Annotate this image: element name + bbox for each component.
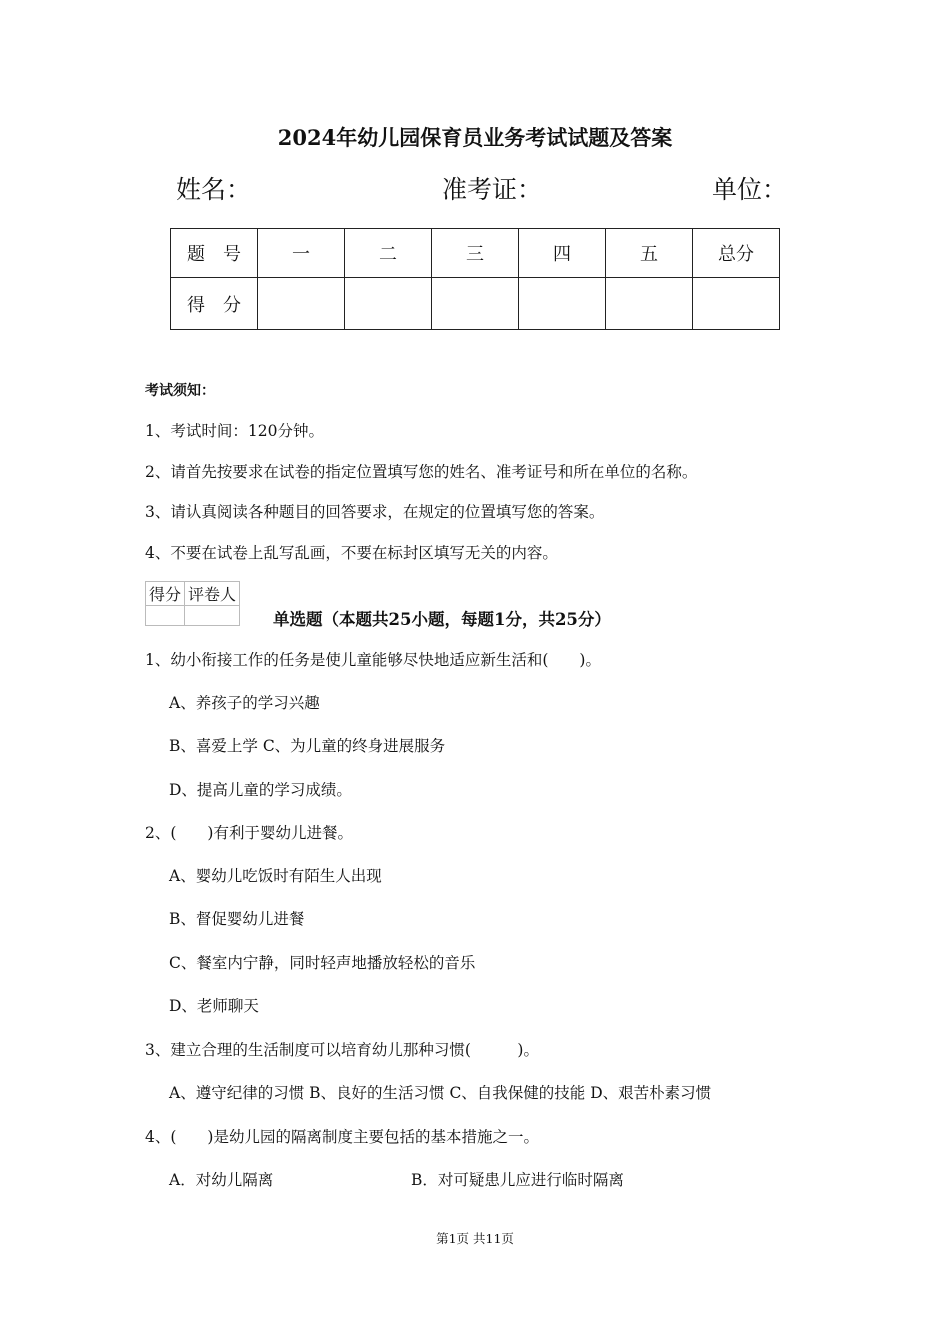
question-option: A、遵守纪律的习惯 B、良好的生活习惯 C、自我保健的技能 D、艰苦朴素习惯	[169, 1084, 712, 1102]
score-table-header-cell: 五	[606, 229, 693, 278]
question-option: B、督促婴幼儿进餐	[169, 910, 305, 928]
score-table-header-row	[171, 229, 780, 278]
question-option: B．对可疑患儿应进行临时隔离	[411, 1171, 624, 1189]
question-option: C、餐室内宁静，同时轻声地播放轻松的音乐	[169, 954, 476, 972]
exam-id-field-label: 准考证：	[442, 175, 543, 204]
score-table-header-cell: 二	[345, 229, 432, 278]
notice-item: 1、考试时间：120分钟。	[145, 422, 324, 440]
notice-title: 考试须知：	[145, 383, 215, 399]
score-table-score-row	[171, 278, 780, 330]
question-4: 4、( )是幼儿园的隔离制度主要包括的基本措施之一。	[145, 1128, 539, 1146]
question-3: 3、建立合理的生活制度可以培育幼儿那种习惯( )。	[145, 1041, 539, 1059]
score-input-cell[interactable]	[258, 278, 345, 330]
grader-score-cell[interactable]	[146, 606, 185, 626]
name-field-label: 姓名：	[176, 175, 252, 204]
notice-item: 3、请认真阅读各种题目的回答要求，在规定的位置填写您的答案。	[145, 503, 605, 521]
question-option: A、婴幼儿吃饭时有陌生人出现	[169, 867, 382, 885]
score-input-cell[interactable]	[519, 278, 606, 330]
score-input-cell[interactable]	[693, 278, 780, 330]
grader-box	[145, 581, 240, 626]
page-footer: 第1页 共11页	[436, 1231, 514, 1246]
grader-name-cell[interactable]	[185, 606, 240, 626]
score-row-label: 得 分	[171, 278, 258, 330]
question-1: 1、幼小衔接工作的任务是使儿童能够尽快地适应新生活和( )。	[145, 651, 601, 669]
grader-score-label: 得分	[146, 582, 185, 606]
question-option: B、喜爱上学 C、为儿童的终身进展服务	[169, 737, 446, 755]
question-option: A．对幼儿隔离	[169, 1171, 274, 1189]
question-2: 2、( )有利于婴幼儿进餐。	[145, 824, 353, 842]
score-table-header-cell: 三	[432, 229, 519, 278]
score-table-header-cell: 一	[258, 229, 345, 278]
score-input-cell[interactable]	[432, 278, 519, 330]
score-table-header-cell: 总分	[693, 229, 780, 278]
score-input-cell[interactable]	[345, 278, 432, 330]
notice-item: 2、请首先按要求在试卷的指定位置填写您的姓名、准考证号和所在单位的名称。	[145, 463, 698, 481]
question-option: D、老师聊天	[169, 997, 259, 1015]
score-table	[170, 228, 780, 330]
question-option: A、养孩子的学习兴趣	[169, 694, 320, 712]
score-table-header-cell: 题 号	[171, 229, 258, 278]
score-input-cell[interactable]	[606, 278, 693, 330]
score-table-header-cell: 四	[519, 229, 606, 278]
document-title: 2024年幼儿园保育员业务考试试题及答案	[277, 125, 673, 150]
grader-name-label: 评卷人	[185, 582, 240, 606]
notice-item: 4、不要在试卷上乱写乱画，不要在标封区填写无关的内容。	[145, 544, 558, 562]
section-title: 单选题（本题共25小题，每题1分，共25分）	[273, 610, 611, 629]
unit-field-label: 单位：	[712, 175, 788, 204]
question-option: D、提高儿童的学习成绩。	[169, 781, 352, 799]
